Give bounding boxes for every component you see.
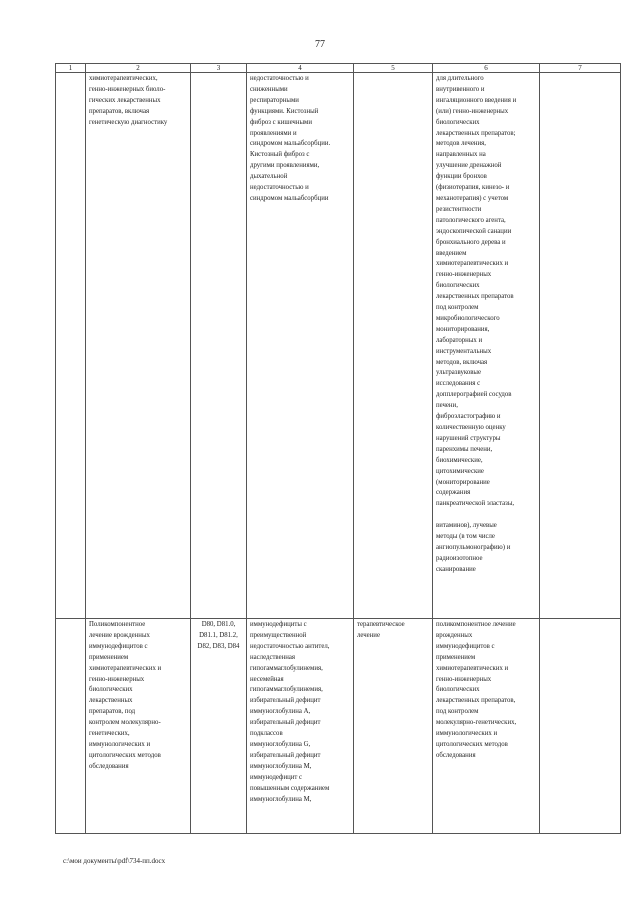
text-line: недостаточностью антител, <box>250 642 330 650</box>
text-line: D81.1, D81.2, <box>199 631 238 639</box>
text-line: врожденных <box>436 631 473 639</box>
text-line: механотерапия) с учетом <box>436 194 509 202</box>
text-line: количественную оценку <box>436 424 506 431</box>
text-line: (физиотерапия, кинезо- и <box>436 184 510 192</box>
text-line: ультразвуковые <box>436 369 482 377</box>
column-header-2: 2 <box>86 64 191 73</box>
text-line: применением <box>436 653 476 661</box>
text-line: химиотерапевтических, <box>89 75 158 82</box>
text-line: избирательный дефицит <box>250 751 321 759</box>
text-line: иммунодефицит с <box>250 773 303 781</box>
column-header-5: 5 <box>354 64 433 73</box>
page-number: 77 <box>315 39 325 50</box>
text-line: лекарственных <box>89 697 133 705</box>
text-line: ангиопульмонографию) и <box>436 544 511 552</box>
text-line: генетических, <box>89 730 130 738</box>
text-line: лекарственных препаратов; <box>436 129 516 137</box>
row1-codes-cell <box>191 73 247 619</box>
text-line: генно-инженерных <box>89 675 145 683</box>
text-line: цитохимические <box>436 467 484 475</box>
text-line: под контролем <box>436 304 479 312</box>
text-line: иммуноглобулина M, <box>250 762 312 770</box>
text-line: генно-инженерных биоло- <box>89 85 166 93</box>
text-line: иммунологических и <box>89 740 151 748</box>
column-header-7: 7 <box>540 64 621 73</box>
text-line: преимущественной <box>250 631 307 639</box>
text-line: функции бронхов <box>436 173 487 181</box>
text-line: проявлениями и <box>250 129 297 137</box>
text-line: методов, включая <box>436 358 488 366</box>
text-line: лекарственных препаратов, <box>436 697 516 705</box>
footer-file-path: c:\мои документы\pdf\734-пп.docx <box>63 857 166 865</box>
text-line: гических лекарственных <box>89 96 161 104</box>
text-line: радиоизотопное <box>436 554 483 562</box>
row1-treatment-name-cell <box>86 73 191 619</box>
text-line: иммунодефицитов с <box>436 642 495 650</box>
text-line: синдромом мальабсорбции <box>250 194 329 202</box>
row2-col1-cell <box>56 619 86 834</box>
text-line: фиброз с кишечными <box>250 118 312 126</box>
text-line: функциями. Кистозный <box>250 107 319 115</box>
text-line: для длительного <box>436 75 484 82</box>
text-line: избирательный дефицит <box>250 697 321 705</box>
text-line: эндоскопической санации <box>436 227 512 235</box>
text-line: наследственная <box>250 653 296 661</box>
text-line: генно-инженерных <box>436 271 492 279</box>
text-line: иммуноглобулина A, <box>250 708 311 716</box>
text-line: (мониторирование <box>436 478 490 486</box>
text-line: обследования <box>89 762 129 770</box>
text-line: гипогаммаглобулинемия, <box>250 664 323 672</box>
row1-method-text-part-2 <box>436 521 536 576</box>
row2-treatment-name-cell <box>86 619 191 834</box>
text-line: сканирование <box>436 565 476 573</box>
text-line: молекулярно-генетических, <box>436 719 517 727</box>
text-line: мониторирования, <box>436 325 490 333</box>
text-line: витаминов), лучевые <box>436 522 497 530</box>
row2-method-cell <box>433 619 540 834</box>
text-line: препаратов, включая <box>89 107 150 115</box>
text-line: микробиологического <box>436 314 500 322</box>
text-line: цитологических методов <box>89 751 161 759</box>
text-line: биологических <box>436 282 480 290</box>
text-line: поликомпонентное лечение <box>436 621 516 628</box>
text-line: дыхательной <box>250 173 288 181</box>
text-line: биологических <box>436 686 480 694</box>
text-line: респираторными <box>250 96 299 104</box>
text-line: фиброэластографию и <box>436 413 501 421</box>
text-line: введением <box>436 249 467 257</box>
table-row <box>56 73 621 619</box>
text-line: недостаточностью и <box>250 184 309 192</box>
text-line: Кистозный фиброз с <box>250 151 310 159</box>
text-line: биологических <box>436 118 480 126</box>
text-line: подклассов <box>250 730 283 738</box>
text-line: исследования с <box>436 380 481 388</box>
text-line: биологических <box>89 686 133 694</box>
text-line: цитологических методов <box>436 740 508 748</box>
text-line: бронхиального дерева и <box>436 238 506 246</box>
text-line: недостаточностью и <box>250 75 309 82</box>
row1-method-text-part-1 <box>436 74 536 510</box>
text-line: терапевтическое <box>357 621 405 628</box>
text-line: улучшение дренажной <box>436 162 502 170</box>
text-line: иммунодефициты с <box>250 621 307 628</box>
row1-treatment-type-cell <box>354 73 433 619</box>
text-line: гипогаммаглобулинемия, <box>250 686 323 694</box>
text-line: иммуноглобулина G, <box>250 740 311 748</box>
text-line: генно-инженерных <box>436 675 492 683</box>
text-line: обследования <box>436 751 476 759</box>
column-header-1: 1 <box>56 64 86 73</box>
text-line: панкреатической эластазы, <box>436 500 515 508</box>
text-line: генетическую диагностику <box>89 118 168 126</box>
text-line: паренхимы печени, <box>436 445 493 453</box>
text-line: биохимические, <box>436 456 483 464</box>
document-table <box>55 63 621 834</box>
text-line: инструментальных <box>436 347 492 355</box>
row1-method-cell <box>433 73 540 619</box>
text-line: лабораторных и <box>436 336 483 344</box>
text-line: повышенным содержанием <box>250 784 330 792</box>
row2-diagnosis-cell <box>247 619 354 834</box>
text-line: избирательный дефицит <box>250 719 321 727</box>
row1-col7-cell <box>540 73 621 619</box>
text-line: лечение <box>357 631 380 639</box>
text-line: Поликомпонентное <box>89 621 146 628</box>
text-line: иммуноглобулина M, <box>250 795 312 803</box>
table-row <box>56 619 621 834</box>
text-line: лечение врожденных <box>89 631 150 639</box>
text-line: D80, D81.0, <box>201 621 236 628</box>
text-line: синдромом мальабсорбции. <box>250 140 331 148</box>
text-line: D82, D83, D84 <box>197 642 240 650</box>
text-line: методов лечения, <box>436 140 486 148</box>
row2-codes-cell <box>191 619 247 834</box>
text-line: ингаляционного введения и <box>436 96 517 104</box>
column-header-6: 6 <box>433 64 540 73</box>
text-line: нарушений структуры <box>436 434 501 442</box>
text-line: химиотерапевтических и <box>436 664 509 672</box>
text-line: контролем молекулярно- <box>89 719 161 727</box>
text-line: методы (в том числе <box>436 533 495 541</box>
text-line: другими проявлениями, <box>250 162 320 170</box>
text-line: применением <box>89 653 129 661</box>
text-line: химиотерапевтических и <box>436 260 509 268</box>
text-line: химиотерапевтических и <box>89 664 162 672</box>
text-line: печени, <box>436 402 458 410</box>
column-header-3: 3 <box>191 64 247 73</box>
text-line: направленных на <box>436 151 486 159</box>
row1-diagnosis-cell <box>247 73 354 619</box>
text-line: препаратов, под <box>89 708 136 716</box>
text-line: под контролем <box>436 708 479 716</box>
table-header-row <box>56 64 621 73</box>
text-line: резистентности <box>436 205 482 213</box>
text-line: лекарственных препаратов <box>436 293 514 301</box>
row2-treatment-type-cell <box>354 619 433 834</box>
row2-col7-cell <box>540 619 621 834</box>
column-header-4: 4 <box>247 64 354 73</box>
text-line: (или) генно-инженерных <box>436 107 509 115</box>
text-line: патологического агента, <box>436 216 506 224</box>
text-line: иммунодефицитов с <box>89 642 148 650</box>
row1-col1-cell <box>56 73 86 619</box>
text-line: допплерографией сосудов <box>436 391 512 399</box>
text-line: иммунологических и <box>436 730 498 738</box>
text-line: несемейная <box>250 675 284 683</box>
text-line: внутривенного и <box>436 85 485 93</box>
text-line: содержания <box>436 489 471 497</box>
text-line: сниженными <box>250 85 288 93</box>
